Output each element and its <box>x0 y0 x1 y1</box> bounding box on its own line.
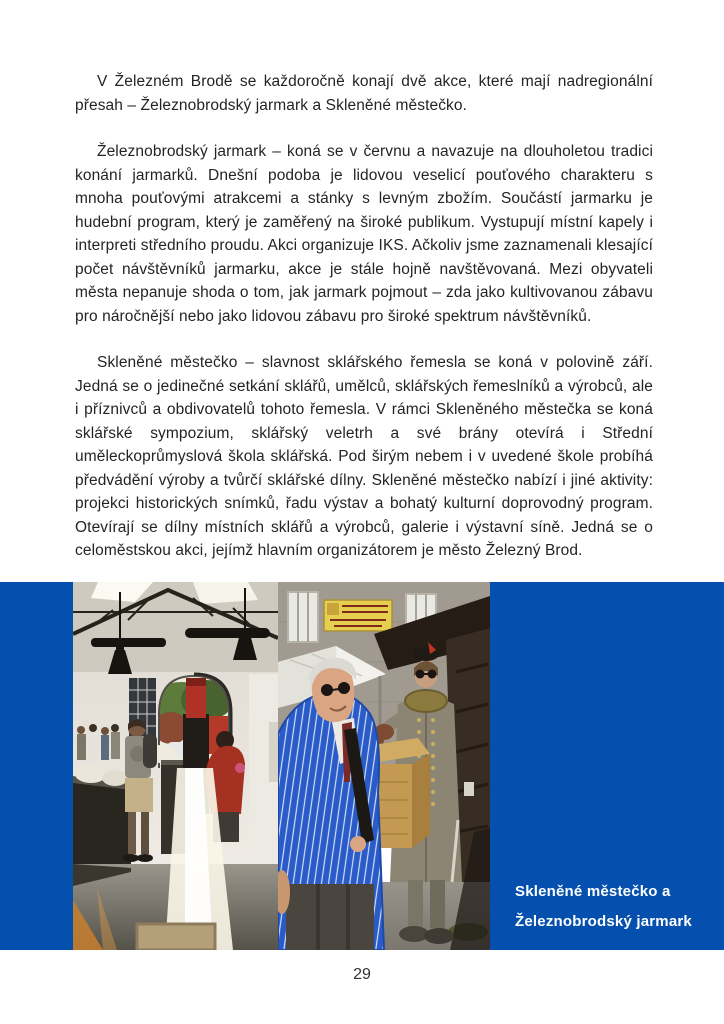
paragraph-jarmark: Železnobrodský jarmark – koná se v červnu a navazuje na dlouholetou tradici konání jarmarků. Dnešní podoba je lidovou veselicí pouťového charakteru s mnoha pouťovými atrakcemi a stánky s levným zbožím. Součástí jarmarku je hudební program, který je zaměřený na široké publikum. Vystupují místní kapely i interpreti středního proudu. Akci organizuje IKS. Ačkoliv jsme zaznamenali klesající počet návštěvníků jarmarku, akce je stále hojně navštěvovaná. Mezi obyvateli města nepanuje shoda o tom, jak jarmark pojmout – zda jako kultivovanou zábavu pro náročnější nebo jako lidovou zábavu pro široké spektrum návštěvníků. <box>75 143 653 325</box>
left-accent-bar <box>0 582 73 950</box>
paragraph-sklenene-mestecko: Skleněné městečko – slavnost sklářského řemesla se koná v polovině září. Jedná se o jedinečné setkání sklářů, umělců, sklářských řemeslníků a výrobců, ale i příznivců a obdivovatelů tohoto řemesla. V rámci Skleněného městečka se koná sklářské sympozium, sklářský veletrh a své brány otevírá i Střední uměleckoprůmyslová škola sklářská. Pod širým nebem i v uvedené škole probíhá předvádění výroby a tvůrčí sklářské dílny. Skleněné městečko nabízí i jiné aktivity: projekci historických snímků, řadu výstav a bohatý kulturní doprovodný program. Otevírají se dílny místních sklářů a výrobců, galerie i výstavní síně. Jedná se o celoměstskou akci, jejímž hlavním organizátorem je město Železný Brod. <box>75 354 653 559</box>
body-text <box>75 70 653 586</box>
photo-jarmark-performers <box>278 582 490 950</box>
figure-caption-line2: Železnobrodský jarmark <box>515 913 692 930</box>
page-number: 29 <box>353 966 371 983</box>
photo-glass-hall-interior <box>73 582 278 950</box>
jarmark-illustration <box>278 582 490 950</box>
paragraph-intro: V Železném Brodě se každoročně konají dvě akce, které mají nadregionální přesah – Železnobrodský jarmark a Skleněné městečko. <box>75 73 653 114</box>
figure <box>0 582 724 950</box>
figure-caption-line1: Skleněné městečko a <box>515 883 671 900</box>
glass-hall-illustration <box>73 582 278 950</box>
figure-caption-panel <box>490 582 724 950</box>
